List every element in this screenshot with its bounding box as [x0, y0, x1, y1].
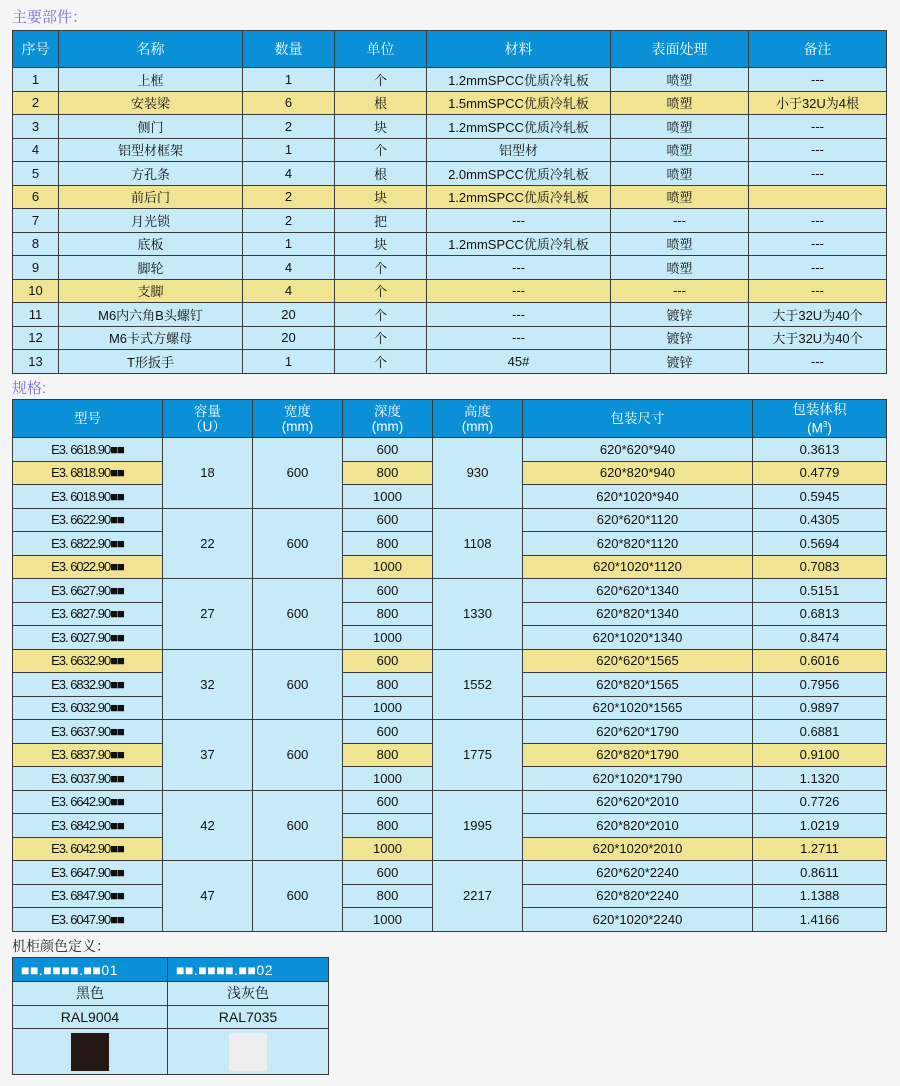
part-qty: 1 [243, 138, 335, 162]
spec-row [13, 861, 887, 885]
spec-package-volume: 0.8611 [753, 861, 887, 885]
part-no: 11 [13, 303, 59, 327]
spec-package-size: 620*1020*1120 [523, 555, 753, 579]
spec-package-size: 620*620*2010 [523, 790, 753, 814]
parts-section-title: 主要部件： [12, 9, 88, 26]
spec-row [13, 790, 887, 814]
part-finish: --- [611, 209, 749, 233]
spec-model: E3. 6037.90■■ [13, 767, 163, 791]
spec-width: 600 [253, 579, 343, 650]
part-name: 前后门 [59, 185, 243, 209]
part-note: 大于32U为40个 [749, 303, 887, 327]
spec-package-volume: 0.6016 [753, 649, 887, 673]
part-material: --- [427, 326, 611, 350]
color-swatch-black [71, 1033, 109, 1071]
spec-width: 600 [253, 508, 343, 579]
spec-package-volume: 0.4779 [753, 461, 887, 485]
part-finish: 喷塑 [611, 138, 749, 162]
color-table [12, 957, 329, 1075]
color-name-row [13, 982, 329, 1006]
part-unit: 个 [335, 350, 427, 374]
spec-model: E3. 6632.90■■ [13, 649, 163, 673]
spec-model: E3. 6837.90■■ [13, 743, 163, 767]
header-capacity: 容量 （U） [163, 400, 253, 438]
part-note: 小于32U为4根 [749, 91, 887, 115]
header-width: 宽度 (mm) [253, 400, 343, 438]
part-qty: 4 [243, 162, 335, 186]
spec-height: 1995 [433, 790, 523, 861]
part-note: --- [749, 115, 887, 139]
part-qty: 20 [243, 303, 335, 327]
part-no: 5 [13, 162, 59, 186]
part-qty: 4 [243, 279, 335, 303]
spec-package-volume: 0.7726 [753, 790, 887, 814]
parts-row [13, 68, 887, 92]
spec-row [13, 579, 887, 603]
spec-depth: 800 [343, 743, 433, 767]
part-finish: 镀锌 [611, 303, 749, 327]
part-unit: 个 [335, 68, 427, 92]
part-unit: 根 [335, 162, 427, 186]
part-finish: 喷塑 [611, 68, 749, 92]
spec-package-size: 620*620*2240 [523, 861, 753, 885]
part-finish: 镀锌 [611, 350, 749, 374]
color-code-row [13, 958, 329, 982]
part-qty: 20 [243, 326, 335, 350]
color-code-gray: ■■.■■■■.■■02 [168, 958, 329, 982]
part-note: --- [749, 256, 887, 280]
part-finish: 喷塑 [611, 91, 749, 115]
spec-model: E3. 6637.90■■ [13, 720, 163, 744]
spec-height: 930 [433, 438, 523, 509]
spec-package-volume: 0.5694 [753, 532, 887, 556]
parts-row [13, 232, 887, 256]
part-note: --- [749, 138, 887, 162]
spec-width: 600 [253, 720, 343, 791]
part-no: 4 [13, 138, 59, 162]
spec-model: E3. 6022.90■■ [13, 555, 163, 579]
spec-row [13, 508, 887, 532]
spec-package-size: 620*1020*1340 [523, 626, 753, 650]
spec-model: E3. 6032.90■■ [13, 696, 163, 720]
header-finish: 表面处理 [611, 31, 749, 68]
parts-row [13, 256, 887, 280]
part-finish: 镀锌 [611, 326, 749, 350]
spec-height: 1108 [433, 508, 523, 579]
spec-table [12, 399, 887, 932]
part-unit: 块 [335, 232, 427, 256]
part-name: M6内六角B头螺钉 [59, 303, 243, 327]
spec-model: E3. 6618.90■■ [13, 438, 163, 462]
spec-depth: 800 [343, 884, 433, 908]
header-package-size: 包装尺寸 [523, 400, 753, 438]
spec-depth: 600 [343, 720, 433, 744]
spec-model: E3. 6042.90■■ [13, 837, 163, 861]
spec-package-size: 620*1020*940 [523, 485, 753, 509]
part-unit: 个 [335, 138, 427, 162]
header-note: 备注 [749, 31, 887, 68]
parts-row [13, 185, 887, 209]
spec-package-volume: 1.0219 [753, 814, 887, 838]
part-material: --- [427, 279, 611, 303]
part-name: 安装梁 [59, 91, 243, 115]
spec-package-size: 620*1020*2240 [523, 908, 753, 932]
part-no: 12 [13, 326, 59, 350]
part-material: --- [427, 303, 611, 327]
part-note: --- [749, 209, 887, 233]
spec-height: 1552 [433, 649, 523, 720]
color-name-gray: 浅灰色 [168, 982, 329, 1006]
parts-header-row [13, 31, 887, 68]
spec-model: E3. 6018.90■■ [13, 485, 163, 509]
spec-depth: 1000 [343, 837, 433, 861]
part-qty: 1 [243, 350, 335, 374]
part-unit: 把 [335, 209, 427, 233]
part-no: 2 [13, 91, 59, 115]
part-note: --- [749, 162, 887, 186]
spec-package-size: 620*620*1120 [523, 508, 753, 532]
part-name: M6卡式方螺母 [59, 326, 243, 350]
spec-package-size: 620*820*940 [523, 461, 753, 485]
color-name-black: 黑色 [13, 982, 168, 1006]
spec-capacity: 47 [163, 861, 253, 932]
spec-height: 1330 [433, 579, 523, 650]
swatch-cell-gray [168, 1029, 329, 1075]
color-section-title: 机柜颜色定义： [12, 938, 110, 954]
spec-package-size: 620*1020*2010 [523, 837, 753, 861]
part-unit: 个 [335, 303, 427, 327]
parts-table [12, 30, 887, 374]
spec-row [13, 438, 887, 462]
spec-package-size: 620*1020*1565 [523, 696, 753, 720]
spec-height: 1775 [433, 720, 523, 791]
spec-width: 600 [253, 861, 343, 932]
color-ral-black: RAL9004 [13, 1005, 168, 1029]
spec-depth: 600 [343, 579, 433, 603]
part-qty: 4 [243, 256, 335, 280]
part-no: 13 [13, 350, 59, 374]
part-qty: 1 [243, 232, 335, 256]
parts-row [13, 279, 887, 303]
part-material: 2.0mmSPCC优质冷轧板 [427, 162, 611, 186]
part-note: --- [749, 350, 887, 374]
part-no: 9 [13, 256, 59, 280]
spec-model: E3. 6847.90■■ [13, 884, 163, 908]
part-name: 方孔条 [59, 162, 243, 186]
header-depth: 深度 (mm) [343, 400, 433, 438]
part-material: 1.5mmSPCC优质冷轧板 [427, 91, 611, 115]
spec-package-volume: 0.8474 [753, 626, 887, 650]
spec-package-size: 620*820*1120 [523, 532, 753, 556]
spec-depth: 600 [343, 508, 433, 532]
spec-package-volume: 0.9100 [753, 743, 887, 767]
spec-package-size: 620*620*940 [523, 438, 753, 462]
header-unit: 单位 [335, 31, 427, 68]
header-qty: 数量 [243, 31, 335, 68]
spec-package-volume: 0.6813 [753, 602, 887, 626]
part-finish: 喷塑 [611, 185, 749, 209]
part-name: 侧门 [59, 115, 243, 139]
spec-depth: 600 [343, 861, 433, 885]
part-material: 1.2mmSPCC优质冷轧板 [427, 185, 611, 209]
part-material: --- [427, 209, 611, 233]
spec-package-size: 620*620*1340 [523, 579, 753, 603]
part-no: 1 [13, 68, 59, 92]
part-unit: 块 [335, 185, 427, 209]
part-no: 3 [13, 115, 59, 139]
part-material: 1.2mmSPCC优质冷轧板 [427, 232, 611, 256]
part-material: 1.2mmSPCC优质冷轧板 [427, 115, 611, 139]
spec-width: 600 [253, 649, 343, 720]
spec-model: E3. 6642.90■■ [13, 790, 163, 814]
part-name: 铝型材框架 [59, 138, 243, 162]
spec-capacity: 32 [163, 649, 253, 720]
part-material: 45# [427, 350, 611, 374]
part-unit: 块 [335, 115, 427, 139]
spec-package-volume: 1.1388 [753, 884, 887, 908]
header-name: 名称 [59, 31, 243, 68]
part-qty: 1 [243, 68, 335, 92]
header-model: 型号 [13, 400, 163, 438]
spec-capacity: 42 [163, 790, 253, 861]
spec-package-volume: 0.7956 [753, 673, 887, 697]
part-no: 8 [13, 232, 59, 256]
part-finish: 喷塑 [611, 256, 749, 280]
color-swatch-row [13, 1029, 329, 1075]
part-qty: 6 [243, 91, 335, 115]
part-finish: --- [611, 279, 749, 303]
part-name: 脚轮 [59, 256, 243, 280]
spec-package-volume: 0.6881 [753, 720, 887, 744]
parts-row [13, 162, 887, 186]
part-finish: 喷塑 [611, 115, 749, 139]
spec-package-volume: 0.4305 [753, 508, 887, 532]
part-note [749, 185, 887, 209]
color-ral-row [13, 1005, 329, 1029]
spec-package-volume: 0.7083 [753, 555, 887, 579]
color-ral-gray: RAL7035 [168, 1005, 329, 1029]
part-unit: 个 [335, 256, 427, 280]
spec-package-volume: 0.3613 [753, 438, 887, 462]
part-name: 底板 [59, 232, 243, 256]
color-swatch-gray [229, 1033, 267, 1071]
spec-package-size: 620*620*1790 [523, 720, 753, 744]
spec-package-volume: 1.1320 [753, 767, 887, 791]
part-note: --- [749, 232, 887, 256]
spec-package-size: 620*1020*1790 [523, 767, 753, 791]
part-note: --- [749, 68, 887, 92]
spec-depth: 1000 [343, 555, 433, 579]
spec-depth: 600 [343, 790, 433, 814]
part-unit: 个 [335, 279, 427, 303]
part-name: 支脚 [59, 279, 243, 303]
parts-row [13, 326, 887, 350]
spec-package-volume: 1.2711 [753, 837, 887, 861]
part-note: --- [749, 279, 887, 303]
header-height: 高度 (mm) [433, 400, 523, 438]
spec-model: E3. 6827.90■■ [13, 602, 163, 626]
part-unit: 个 [335, 326, 427, 350]
spec-depth: 600 [343, 438, 433, 462]
spec-depth: 1000 [343, 908, 433, 932]
spec-depth: 800 [343, 602, 433, 626]
spec-depth: 800 [343, 461, 433, 485]
spec-capacity: 22 [163, 508, 253, 579]
spec-package-size: 620*820*2010 [523, 814, 753, 838]
spec-row [13, 720, 887, 744]
spec-depth: 800 [343, 673, 433, 697]
part-material: 1.2mmSPCC优质冷轧板 [427, 68, 611, 92]
spec-package-volume: 1.4166 [753, 908, 887, 932]
spec-package-volume: 0.5151 [753, 579, 887, 603]
spec-model: E3. 6818.90■■ [13, 461, 163, 485]
spec-depth: 1000 [343, 767, 433, 791]
spec-package-volume: 0.5945 [753, 485, 887, 509]
spec-package-volume: 0.9897 [753, 696, 887, 720]
spec-model: E3. 6832.90■■ [13, 673, 163, 697]
spec-header-row [13, 400, 887, 438]
part-no: 7 [13, 209, 59, 233]
spec-package-size: 620*820*1340 [523, 602, 753, 626]
part-qty: 2 [243, 209, 335, 233]
part-unit: 根 [335, 91, 427, 115]
spec-model: E3. 6647.90■■ [13, 861, 163, 885]
spec-depth: 600 [343, 649, 433, 673]
part-no: 10 [13, 279, 59, 303]
spec-height: 2217 [433, 861, 523, 932]
spec-capacity: 27 [163, 579, 253, 650]
spec-model: E3. 6842.90■■ [13, 814, 163, 838]
header-material: 材料 [427, 31, 611, 68]
spec-package-size: 620*820*1790 [523, 743, 753, 767]
part-name: T形扳手 [59, 350, 243, 374]
spec-model: E3. 6047.90■■ [13, 908, 163, 932]
parts-row [13, 350, 887, 374]
part-name: 月光锁 [59, 209, 243, 233]
spec-package-size: 620*820*2240 [523, 884, 753, 908]
part-finish: 喷塑 [611, 162, 749, 186]
part-qty: 2 [243, 185, 335, 209]
spec-depth: 1000 [343, 626, 433, 650]
part-no: 6 [13, 185, 59, 209]
spec-depth: 1000 [343, 485, 433, 509]
parts-row [13, 91, 887, 115]
spec-width: 600 [253, 438, 343, 509]
header-no: 序号 [13, 31, 59, 68]
spec-model: E3. 6822.90■■ [13, 532, 163, 556]
spec-capacity: 18 [163, 438, 253, 509]
swatch-cell-black [13, 1029, 168, 1075]
spec-model: E3. 6627.90■■ [13, 579, 163, 603]
color-code-black: ■■.■■■■.■■01 [13, 958, 168, 982]
spec-model: E3. 6622.90■■ [13, 508, 163, 532]
spec-package-size: 620*620*1565 [523, 649, 753, 673]
spec-model: E3. 6027.90■■ [13, 626, 163, 650]
spec-package-size: 620*820*1565 [523, 673, 753, 697]
spec-section-title: 规格: [12, 380, 47, 397]
part-name: 上框 [59, 68, 243, 92]
spec-depth: 800 [343, 532, 433, 556]
spec-capacity: 37 [163, 720, 253, 791]
header-package-volume: 包装体积 $(M^3)$ [753, 400, 887, 438]
part-material: --- [427, 256, 611, 280]
spec-width: 600 [253, 790, 343, 861]
parts-row [13, 115, 887, 139]
spec-depth: 1000 [343, 696, 433, 720]
parts-row [13, 138, 887, 162]
parts-row [13, 209, 887, 233]
part-material: 铝型材 [427, 138, 611, 162]
part-note: 大于32U为40个 [749, 326, 887, 350]
part-finish: 喷塑 [611, 232, 749, 256]
spec-depth: 800 [343, 814, 433, 838]
part-qty: 2 [243, 115, 335, 139]
parts-row [13, 303, 887, 327]
spec-row [13, 649, 887, 673]
